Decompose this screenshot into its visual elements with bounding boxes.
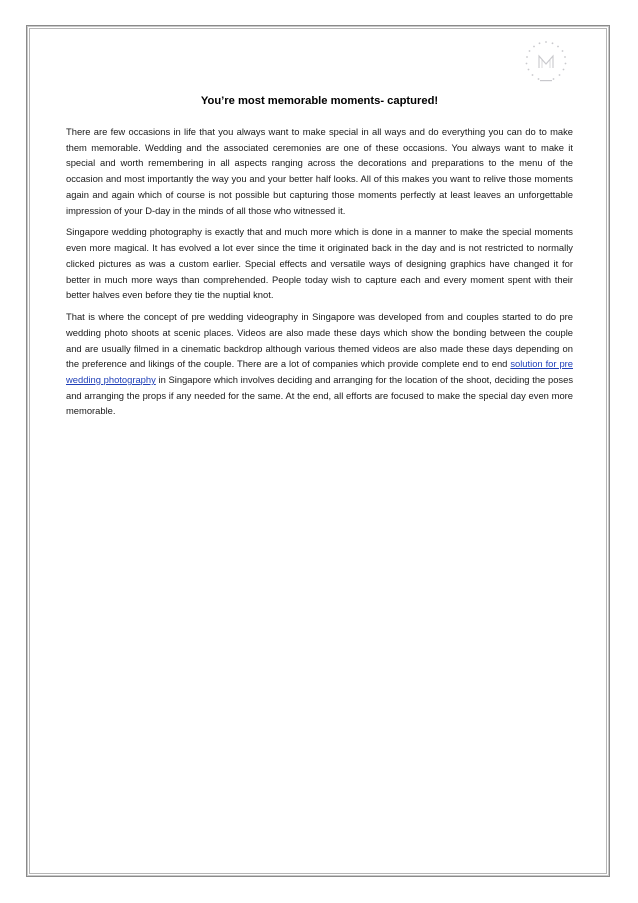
- paragraph-3: [66, 309, 573, 419]
- document-title: You’re most memorable moments- captured!: [200, 95, 439, 107]
- paragraph-1: There are few occasions in life that you always want to make special in all ways and do everything you can do to make them memorable. Wedding and the associated ceremonies are one of these occasions. You always want to make it special and worth remembering in all aspects ranging across the decorations and preparations to the menu of the occasion and most importantly the way you and your better half looks. All of this makes you want to relive those moments again and again which of course is not possible but capturing those moments perfectly at least leaves an unforgettable impression of your D-day in the minds of all those who witnessed it.: [66, 126, 573, 216]
- paragraph-3-text-before-link: That is where the concept of pre wedding videography in Singapore was developed from and couples started to do pre wedding photo shoots at scenic places. Videos are also made these days which show the bonding between the couple and are usually filmed in a cinematic backdrop although various themed videos are also made these days depending on the preference and likings of the couple. There are a lot of companies which provide complete end to end: [66, 311, 573, 370]
- pre-wedding-photography-link[interactable]: solution for pre wedding photography: [66, 358, 573, 385]
- paragraph-3-text-after-link: in Singapore which involves deciding and arranging for the location of the shoot, deciding the poses and arranging the props if any needed for the same. At the end, all efforts are focused to make the special day even more memorable.: [66, 373, 574, 417]
- paragraph-2: Singapore wedding photography is exactly that and much more which is done in a manner to make the special moments even more magical. It has evolved a lot ever since the time it originated back in the day and is not restricted to normally clicked pictures as was a custom earlier. Special effects and versatile ways of designing graphics have changed it for better in much more ways than comprehended. People today wish to capture each and every moment spent with their better halves even before they tie the nuptial knot.: [66, 226, 573, 301]
- monogram-logo-icon: [522, 38, 570, 86]
- document-body: [66, 124, 573, 425]
